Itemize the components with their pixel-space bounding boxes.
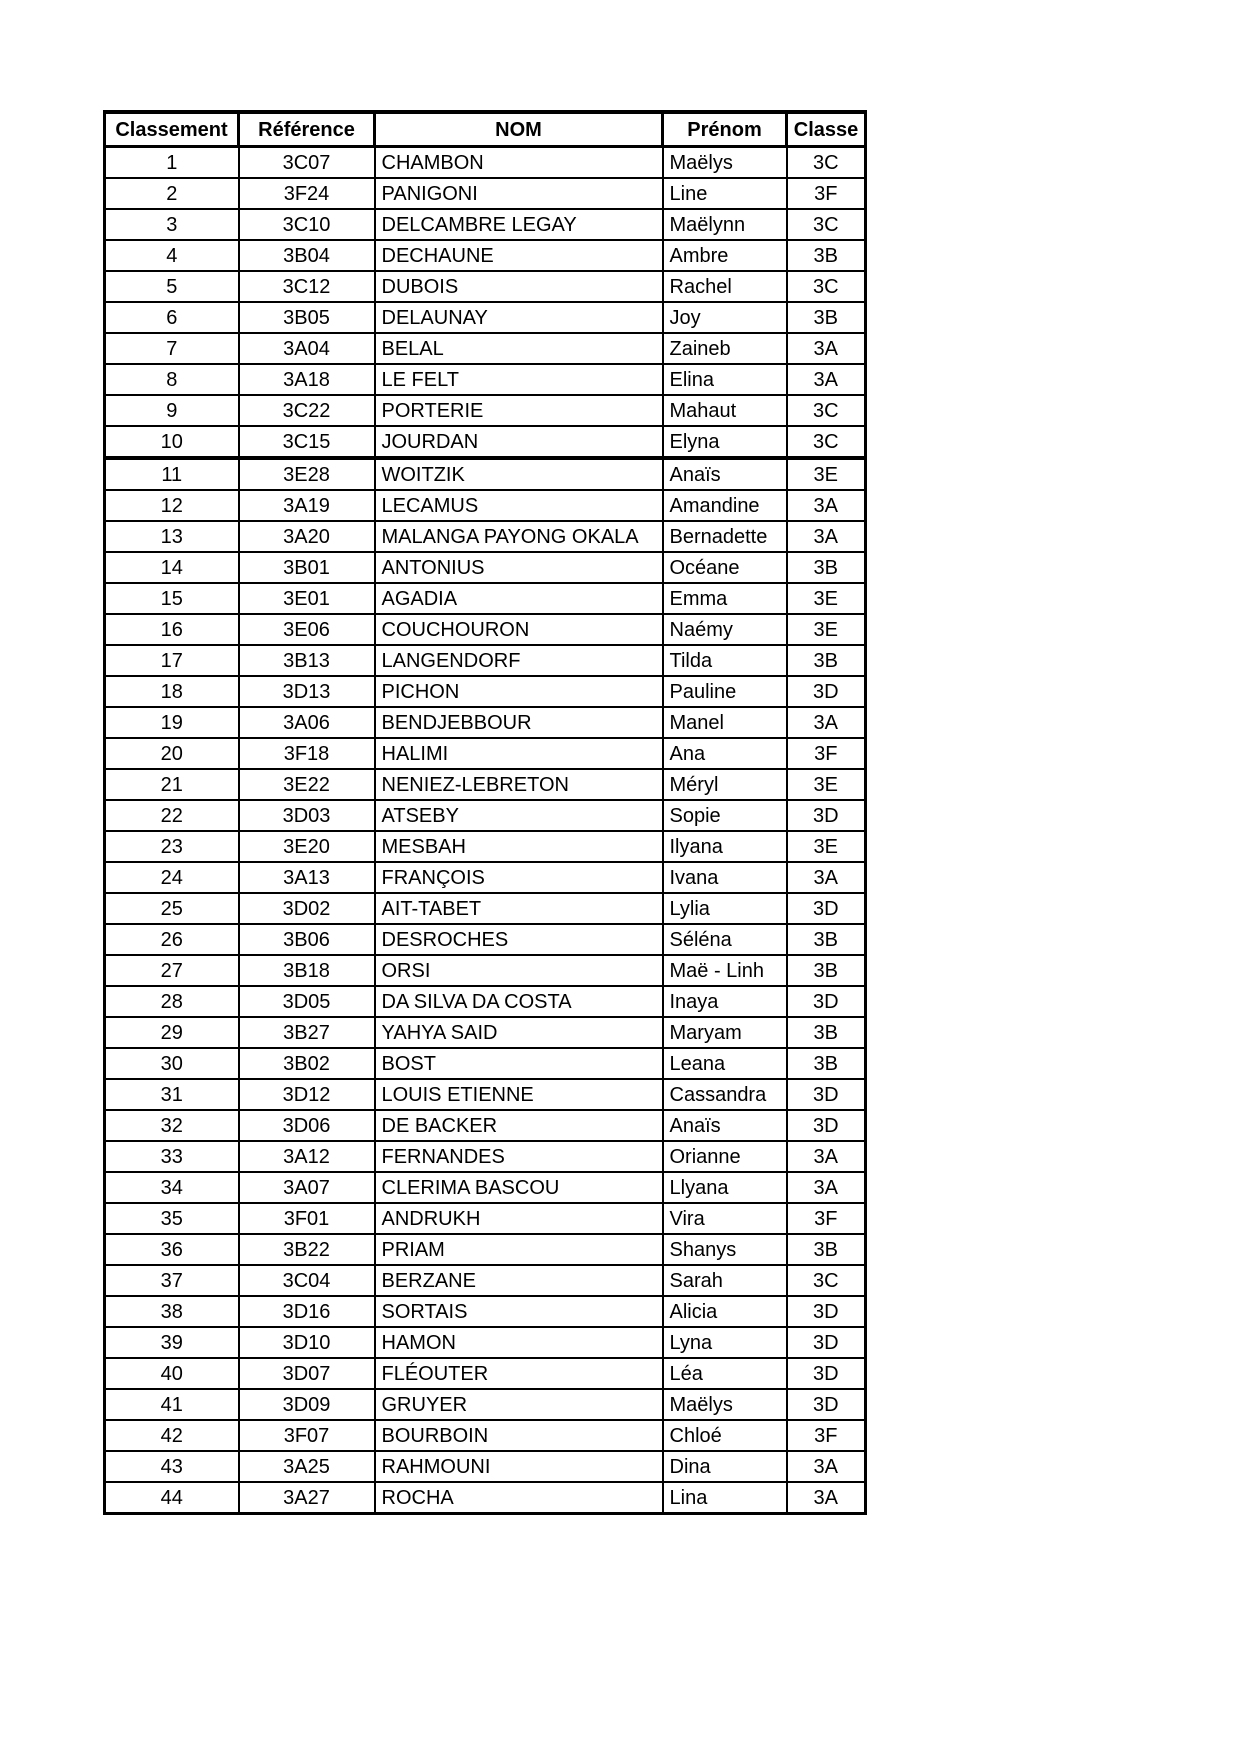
table-row xyxy=(105,240,866,271)
column-header-reference: Référence xyxy=(239,112,375,147)
cell-classe: 3C xyxy=(787,271,866,302)
cell-nom: DUBOIS xyxy=(375,271,663,302)
cell-classement: 7 xyxy=(105,333,239,364)
cell-reference: 3A27 xyxy=(239,1482,375,1514)
cell-classe: 3E xyxy=(787,769,866,800)
cell-prenom: Amandine xyxy=(663,490,787,521)
cell-classement: 28 xyxy=(105,986,239,1017)
cell-classement: 38 xyxy=(105,1296,239,1327)
table-row xyxy=(105,893,866,924)
cell-reference: 3A07 xyxy=(239,1172,375,1203)
cell-classe: 3D xyxy=(787,1079,866,1110)
cell-nom: AGADIA xyxy=(375,583,663,614)
cell-nom: PANIGONI xyxy=(375,178,663,209)
cell-classement: 9 xyxy=(105,395,239,426)
table-row xyxy=(105,1482,866,1514)
cell-prenom: Rachel xyxy=(663,271,787,302)
cell-classement: 36 xyxy=(105,1234,239,1265)
cell-reference: 3A25 xyxy=(239,1451,375,1482)
cell-reference: 3B22 xyxy=(239,1234,375,1265)
cell-prenom: Emma xyxy=(663,583,787,614)
cell-classe: 3E xyxy=(787,614,866,645)
cell-classement: 2 xyxy=(105,178,239,209)
cell-nom: WOITZIK xyxy=(375,458,663,490)
table-row xyxy=(105,831,866,862)
cell-classement: 44 xyxy=(105,1482,239,1514)
table-row xyxy=(105,1234,866,1265)
table-row xyxy=(105,1203,866,1234)
table-row xyxy=(105,490,866,521)
ranking-table xyxy=(103,110,867,1515)
cell-prenom: Maë - Linh xyxy=(663,955,787,986)
cell-prenom: Cassandra xyxy=(663,1079,787,1110)
cell-reference: 3C10 xyxy=(239,209,375,240)
cell-prenom: Elyna xyxy=(663,426,787,458)
cell-classement: 14 xyxy=(105,552,239,583)
cell-nom: ATSEBY xyxy=(375,800,663,831)
cell-classe: 3E xyxy=(787,583,866,614)
table-row xyxy=(105,1017,866,1048)
cell-nom: LE FELT xyxy=(375,364,663,395)
cell-reference: 3F18 xyxy=(239,738,375,769)
column-header-nom: NOM xyxy=(375,112,663,147)
cell-prenom: Leana xyxy=(663,1048,787,1079)
cell-classe: 3A xyxy=(787,1141,866,1172)
cell-classement: 39 xyxy=(105,1327,239,1358)
cell-reference: 3B04 xyxy=(239,240,375,271)
cell-classe: 3D xyxy=(787,800,866,831)
table-row xyxy=(105,364,866,395)
cell-prenom: Bernadette xyxy=(663,521,787,552)
cell-prenom: Ana xyxy=(663,738,787,769)
cell-classement: 5 xyxy=(105,271,239,302)
cell-prenom: Pauline xyxy=(663,676,787,707)
cell-classe: 3D xyxy=(787,986,866,1017)
table-row xyxy=(105,707,866,738)
cell-prenom: Naémy xyxy=(663,614,787,645)
cell-classement: 13 xyxy=(105,521,239,552)
cell-nom: DA SILVA DA COSTA xyxy=(375,986,663,1017)
table-row xyxy=(105,583,866,614)
cell-reference: 3B18 xyxy=(239,955,375,986)
cell-nom: FERNANDES xyxy=(375,1141,663,1172)
cell-reference: 3E20 xyxy=(239,831,375,862)
cell-classement: 25 xyxy=(105,893,239,924)
cell-nom: DE BACKER xyxy=(375,1110,663,1141)
cell-reference: 3D03 xyxy=(239,800,375,831)
cell-prenom: Zaineb xyxy=(663,333,787,364)
table-row xyxy=(105,458,866,490)
cell-classement: 6 xyxy=(105,302,239,333)
cell-nom: FLÉOUTER xyxy=(375,1358,663,1389)
cell-classe: 3A xyxy=(787,1482,866,1514)
cell-reference: 3F24 xyxy=(239,178,375,209)
cell-classe: 3A xyxy=(787,1172,866,1203)
cell-classement: 19 xyxy=(105,707,239,738)
table-row xyxy=(105,147,866,179)
table-row xyxy=(105,645,866,676)
cell-classement: 1 xyxy=(105,147,239,179)
cell-nom: FRANÇOIS xyxy=(375,862,663,893)
cell-nom: MALANGA PAYONG OKALA xyxy=(375,521,663,552)
cell-prenom: Orianne xyxy=(663,1141,787,1172)
table-header xyxy=(105,112,866,147)
cell-prenom: Anaïs xyxy=(663,1110,787,1141)
cell-classement: 15 xyxy=(105,583,239,614)
cell-reference: 3E28 xyxy=(239,458,375,490)
column-header-classement: Classement xyxy=(105,112,239,147)
cell-classement: 3 xyxy=(105,209,239,240)
cell-reference: 3C15 xyxy=(239,426,375,458)
cell-classe: 3A xyxy=(787,490,866,521)
table-row xyxy=(105,1110,866,1141)
cell-classe: 3B xyxy=(787,1234,866,1265)
cell-classement: 29 xyxy=(105,1017,239,1048)
cell-classement: 41 xyxy=(105,1389,239,1420)
cell-reference: 3A20 xyxy=(239,521,375,552)
cell-classe: 3D xyxy=(787,893,866,924)
cell-reference: 3E01 xyxy=(239,583,375,614)
cell-prenom: Maryam xyxy=(663,1017,787,1048)
cell-reference: 3D12 xyxy=(239,1079,375,1110)
cell-classe: 3A xyxy=(787,364,866,395)
cell-prenom: Vira xyxy=(663,1203,787,1234)
cell-reference: 3B06 xyxy=(239,924,375,955)
cell-nom: CHAMBON xyxy=(375,147,663,179)
cell-prenom: Ivana xyxy=(663,862,787,893)
header-row xyxy=(105,112,866,147)
cell-prenom: Maëlys xyxy=(663,1389,787,1420)
cell-reference: 3C07 xyxy=(239,147,375,179)
cell-prenom: Maëlynn xyxy=(663,209,787,240)
cell-prenom: Dina xyxy=(663,1451,787,1482)
cell-classement: 20 xyxy=(105,738,239,769)
cell-classe: 3B xyxy=(787,645,866,676)
cell-reference: 3D02 xyxy=(239,893,375,924)
cell-reference: 3F01 xyxy=(239,1203,375,1234)
cell-classement: 24 xyxy=(105,862,239,893)
cell-reference: 3C04 xyxy=(239,1265,375,1296)
cell-classement: 32 xyxy=(105,1110,239,1141)
cell-reference: 3E22 xyxy=(239,769,375,800)
cell-prenom: Maëlys xyxy=(663,147,787,179)
cell-classement: 16 xyxy=(105,614,239,645)
cell-classe: 3D xyxy=(787,676,866,707)
cell-reference: 3B13 xyxy=(239,645,375,676)
cell-nom: BELAL xyxy=(375,333,663,364)
table-row xyxy=(105,676,866,707)
cell-prenom: Chloé xyxy=(663,1420,787,1451)
cell-nom: ROCHA xyxy=(375,1482,663,1514)
cell-reference: 3A04 xyxy=(239,333,375,364)
cell-reference: 3B02 xyxy=(239,1048,375,1079)
cell-prenom: Ilyana xyxy=(663,831,787,862)
cell-classement: 33 xyxy=(105,1141,239,1172)
cell-nom: HALIMI xyxy=(375,738,663,769)
cell-reference: 3D07 xyxy=(239,1358,375,1389)
cell-classe: 3C xyxy=(787,1265,866,1296)
cell-prenom: Joy xyxy=(663,302,787,333)
cell-classe: 3D xyxy=(787,1327,866,1358)
cell-prenom: Line xyxy=(663,178,787,209)
cell-nom: DECHAUNE xyxy=(375,240,663,271)
cell-reference: 3D10 xyxy=(239,1327,375,1358)
cell-reference: 3B01 xyxy=(239,552,375,583)
cell-nom: DELAUNAY xyxy=(375,302,663,333)
cell-prenom: Lina xyxy=(663,1482,787,1514)
cell-nom: ORSI xyxy=(375,955,663,986)
cell-prenom: Tilda xyxy=(663,645,787,676)
cell-classe: 3B xyxy=(787,955,866,986)
table-row xyxy=(105,1296,866,1327)
cell-classe: 3B xyxy=(787,552,866,583)
table-row xyxy=(105,738,866,769)
cell-nom: AIT-TABET xyxy=(375,893,663,924)
cell-nom: MESBAH xyxy=(375,831,663,862)
cell-classe: 3B xyxy=(787,1017,866,1048)
table-row xyxy=(105,862,866,893)
cell-reference: 3A13 xyxy=(239,862,375,893)
cell-classe: 3C xyxy=(787,426,866,458)
cell-classe: 3A xyxy=(787,333,866,364)
cell-prenom: Méryl xyxy=(663,769,787,800)
cell-nom: RAHMOUNI xyxy=(375,1451,663,1482)
table-row xyxy=(105,614,866,645)
cell-reference: 3A12 xyxy=(239,1141,375,1172)
cell-nom: PORTERIE xyxy=(375,395,663,426)
cell-classement: 30 xyxy=(105,1048,239,1079)
cell-classe: 3C xyxy=(787,395,866,426)
cell-classe: 3A xyxy=(787,707,866,738)
cell-prenom: Elina xyxy=(663,364,787,395)
cell-reference: 3F07 xyxy=(239,1420,375,1451)
cell-reference: 3D13 xyxy=(239,676,375,707)
table-row xyxy=(105,769,866,800)
cell-classement: 12 xyxy=(105,490,239,521)
cell-classe: 3F xyxy=(787,1203,866,1234)
cell-classe: 3D xyxy=(787,1296,866,1327)
cell-prenom: Manel xyxy=(663,707,787,738)
cell-classement: 17 xyxy=(105,645,239,676)
cell-nom: DELCAMBRE LEGAY xyxy=(375,209,663,240)
cell-classement: 23 xyxy=(105,831,239,862)
table-row xyxy=(105,1141,866,1172)
cell-nom: LECAMUS xyxy=(375,490,663,521)
cell-classe: 3A xyxy=(787,521,866,552)
cell-reference: 3D05 xyxy=(239,986,375,1017)
cell-prenom: Océane xyxy=(663,552,787,583)
cell-classement: 10 xyxy=(105,426,239,458)
cell-reference: 3C12 xyxy=(239,271,375,302)
table-row xyxy=(105,1327,866,1358)
table-row xyxy=(105,395,866,426)
cell-prenom: Inaya xyxy=(663,986,787,1017)
cell-nom: BOURBOIN xyxy=(375,1420,663,1451)
cell-nom: GRUYER xyxy=(375,1389,663,1420)
table-row xyxy=(105,1451,866,1482)
cell-prenom: Ambre xyxy=(663,240,787,271)
cell-reference: 3B27 xyxy=(239,1017,375,1048)
cell-nom: CLERIMA BASCOU xyxy=(375,1172,663,1203)
cell-nom: ANTONIUS xyxy=(375,552,663,583)
cell-prenom: Sarah xyxy=(663,1265,787,1296)
cell-reference: 3A06 xyxy=(239,707,375,738)
table-row xyxy=(105,1389,866,1420)
cell-nom: PICHON xyxy=(375,676,663,707)
cell-classe: 3B xyxy=(787,1048,866,1079)
table-row xyxy=(105,178,866,209)
cell-classe: 3E xyxy=(787,831,866,862)
cell-classe: 3F xyxy=(787,178,866,209)
cell-prenom: Sopie xyxy=(663,800,787,831)
cell-reference: 3D16 xyxy=(239,1296,375,1327)
cell-prenom: Mahaut xyxy=(663,395,787,426)
cell-classe: 3D xyxy=(787,1110,866,1141)
cell-classe: 3E xyxy=(787,458,866,490)
cell-classe: 3C xyxy=(787,147,866,179)
column-header-prenom: Prénom xyxy=(663,112,787,147)
cell-nom: YAHYA SAID xyxy=(375,1017,663,1048)
table-row xyxy=(105,986,866,1017)
table-row xyxy=(105,271,866,302)
cell-classe: 3B xyxy=(787,240,866,271)
cell-prenom: Shanys xyxy=(663,1234,787,1265)
cell-nom: JOURDAN xyxy=(375,426,663,458)
table-row xyxy=(105,552,866,583)
cell-classement: 21 xyxy=(105,769,239,800)
cell-nom: BERZANE xyxy=(375,1265,663,1296)
cell-prenom: Séléna xyxy=(663,924,787,955)
cell-classement: 11 xyxy=(105,458,239,490)
table-row xyxy=(105,302,866,333)
cell-classe: 3F xyxy=(787,1420,866,1451)
cell-reference: 3A19 xyxy=(239,490,375,521)
table-row xyxy=(105,1265,866,1296)
table-row xyxy=(105,1172,866,1203)
cell-classement: 27 xyxy=(105,955,239,986)
cell-prenom: Léa xyxy=(663,1358,787,1389)
cell-classe: 3F xyxy=(787,738,866,769)
cell-classement: 26 xyxy=(105,924,239,955)
cell-classement: 4 xyxy=(105,240,239,271)
cell-classement: 43 xyxy=(105,1451,239,1482)
table-row xyxy=(105,1079,866,1110)
cell-reference: 3E06 xyxy=(239,614,375,645)
cell-nom: LANGENDORF xyxy=(375,645,663,676)
cell-nom: PRIAM xyxy=(375,1234,663,1265)
cell-classe: 3D xyxy=(787,1389,866,1420)
cell-nom: LOUIS ETIENNE xyxy=(375,1079,663,1110)
cell-reference: 3A18 xyxy=(239,364,375,395)
table-row xyxy=(105,1420,866,1451)
table-row xyxy=(105,924,866,955)
cell-prenom: Lyna xyxy=(663,1327,787,1358)
cell-classe: 3B xyxy=(787,302,866,333)
cell-prenom: Anaïs xyxy=(663,458,787,490)
cell-reference: 3D09 xyxy=(239,1389,375,1420)
cell-classement: 22 xyxy=(105,800,239,831)
cell-classe: 3B xyxy=(787,924,866,955)
cell-classe: 3A xyxy=(787,1451,866,1482)
cell-classe: 3D xyxy=(787,1358,866,1389)
cell-classement: 42 xyxy=(105,1420,239,1451)
table-row xyxy=(105,209,866,240)
table-row xyxy=(105,521,866,552)
cell-nom: DESROCHES xyxy=(375,924,663,955)
table-body xyxy=(105,147,866,1514)
cell-classement: 35 xyxy=(105,1203,239,1234)
cell-reference: 3B05 xyxy=(239,302,375,333)
cell-nom: ANDRUKH xyxy=(375,1203,663,1234)
cell-reference: 3C22 xyxy=(239,395,375,426)
cell-nom: BOST xyxy=(375,1048,663,1079)
cell-prenom: Lylia xyxy=(663,893,787,924)
cell-classement: 18 xyxy=(105,676,239,707)
cell-classe: 3C xyxy=(787,209,866,240)
column-header-classe: Classe xyxy=(787,112,866,147)
table-row xyxy=(105,426,866,458)
table-row xyxy=(105,333,866,364)
cell-nom: SORTAIS xyxy=(375,1296,663,1327)
cell-classement: 34 xyxy=(105,1172,239,1203)
cell-reference: 3D06 xyxy=(239,1110,375,1141)
cell-prenom: Alicia xyxy=(663,1296,787,1327)
cell-prenom: Llyana xyxy=(663,1172,787,1203)
cell-nom: COUCHOURON xyxy=(375,614,663,645)
table-row xyxy=(105,1358,866,1389)
table-row xyxy=(105,1048,866,1079)
cell-nom: HAMON xyxy=(375,1327,663,1358)
table-row xyxy=(105,955,866,986)
cell-classe: 3A xyxy=(787,862,866,893)
table-row xyxy=(105,800,866,831)
cell-classement: 8 xyxy=(105,364,239,395)
cell-classement: 31 xyxy=(105,1079,239,1110)
cell-classement: 37 xyxy=(105,1265,239,1296)
cell-nom: NENIEZ-LEBRETON xyxy=(375,769,663,800)
cell-nom: BENDJEBBOUR xyxy=(375,707,663,738)
cell-classement: 40 xyxy=(105,1358,239,1389)
